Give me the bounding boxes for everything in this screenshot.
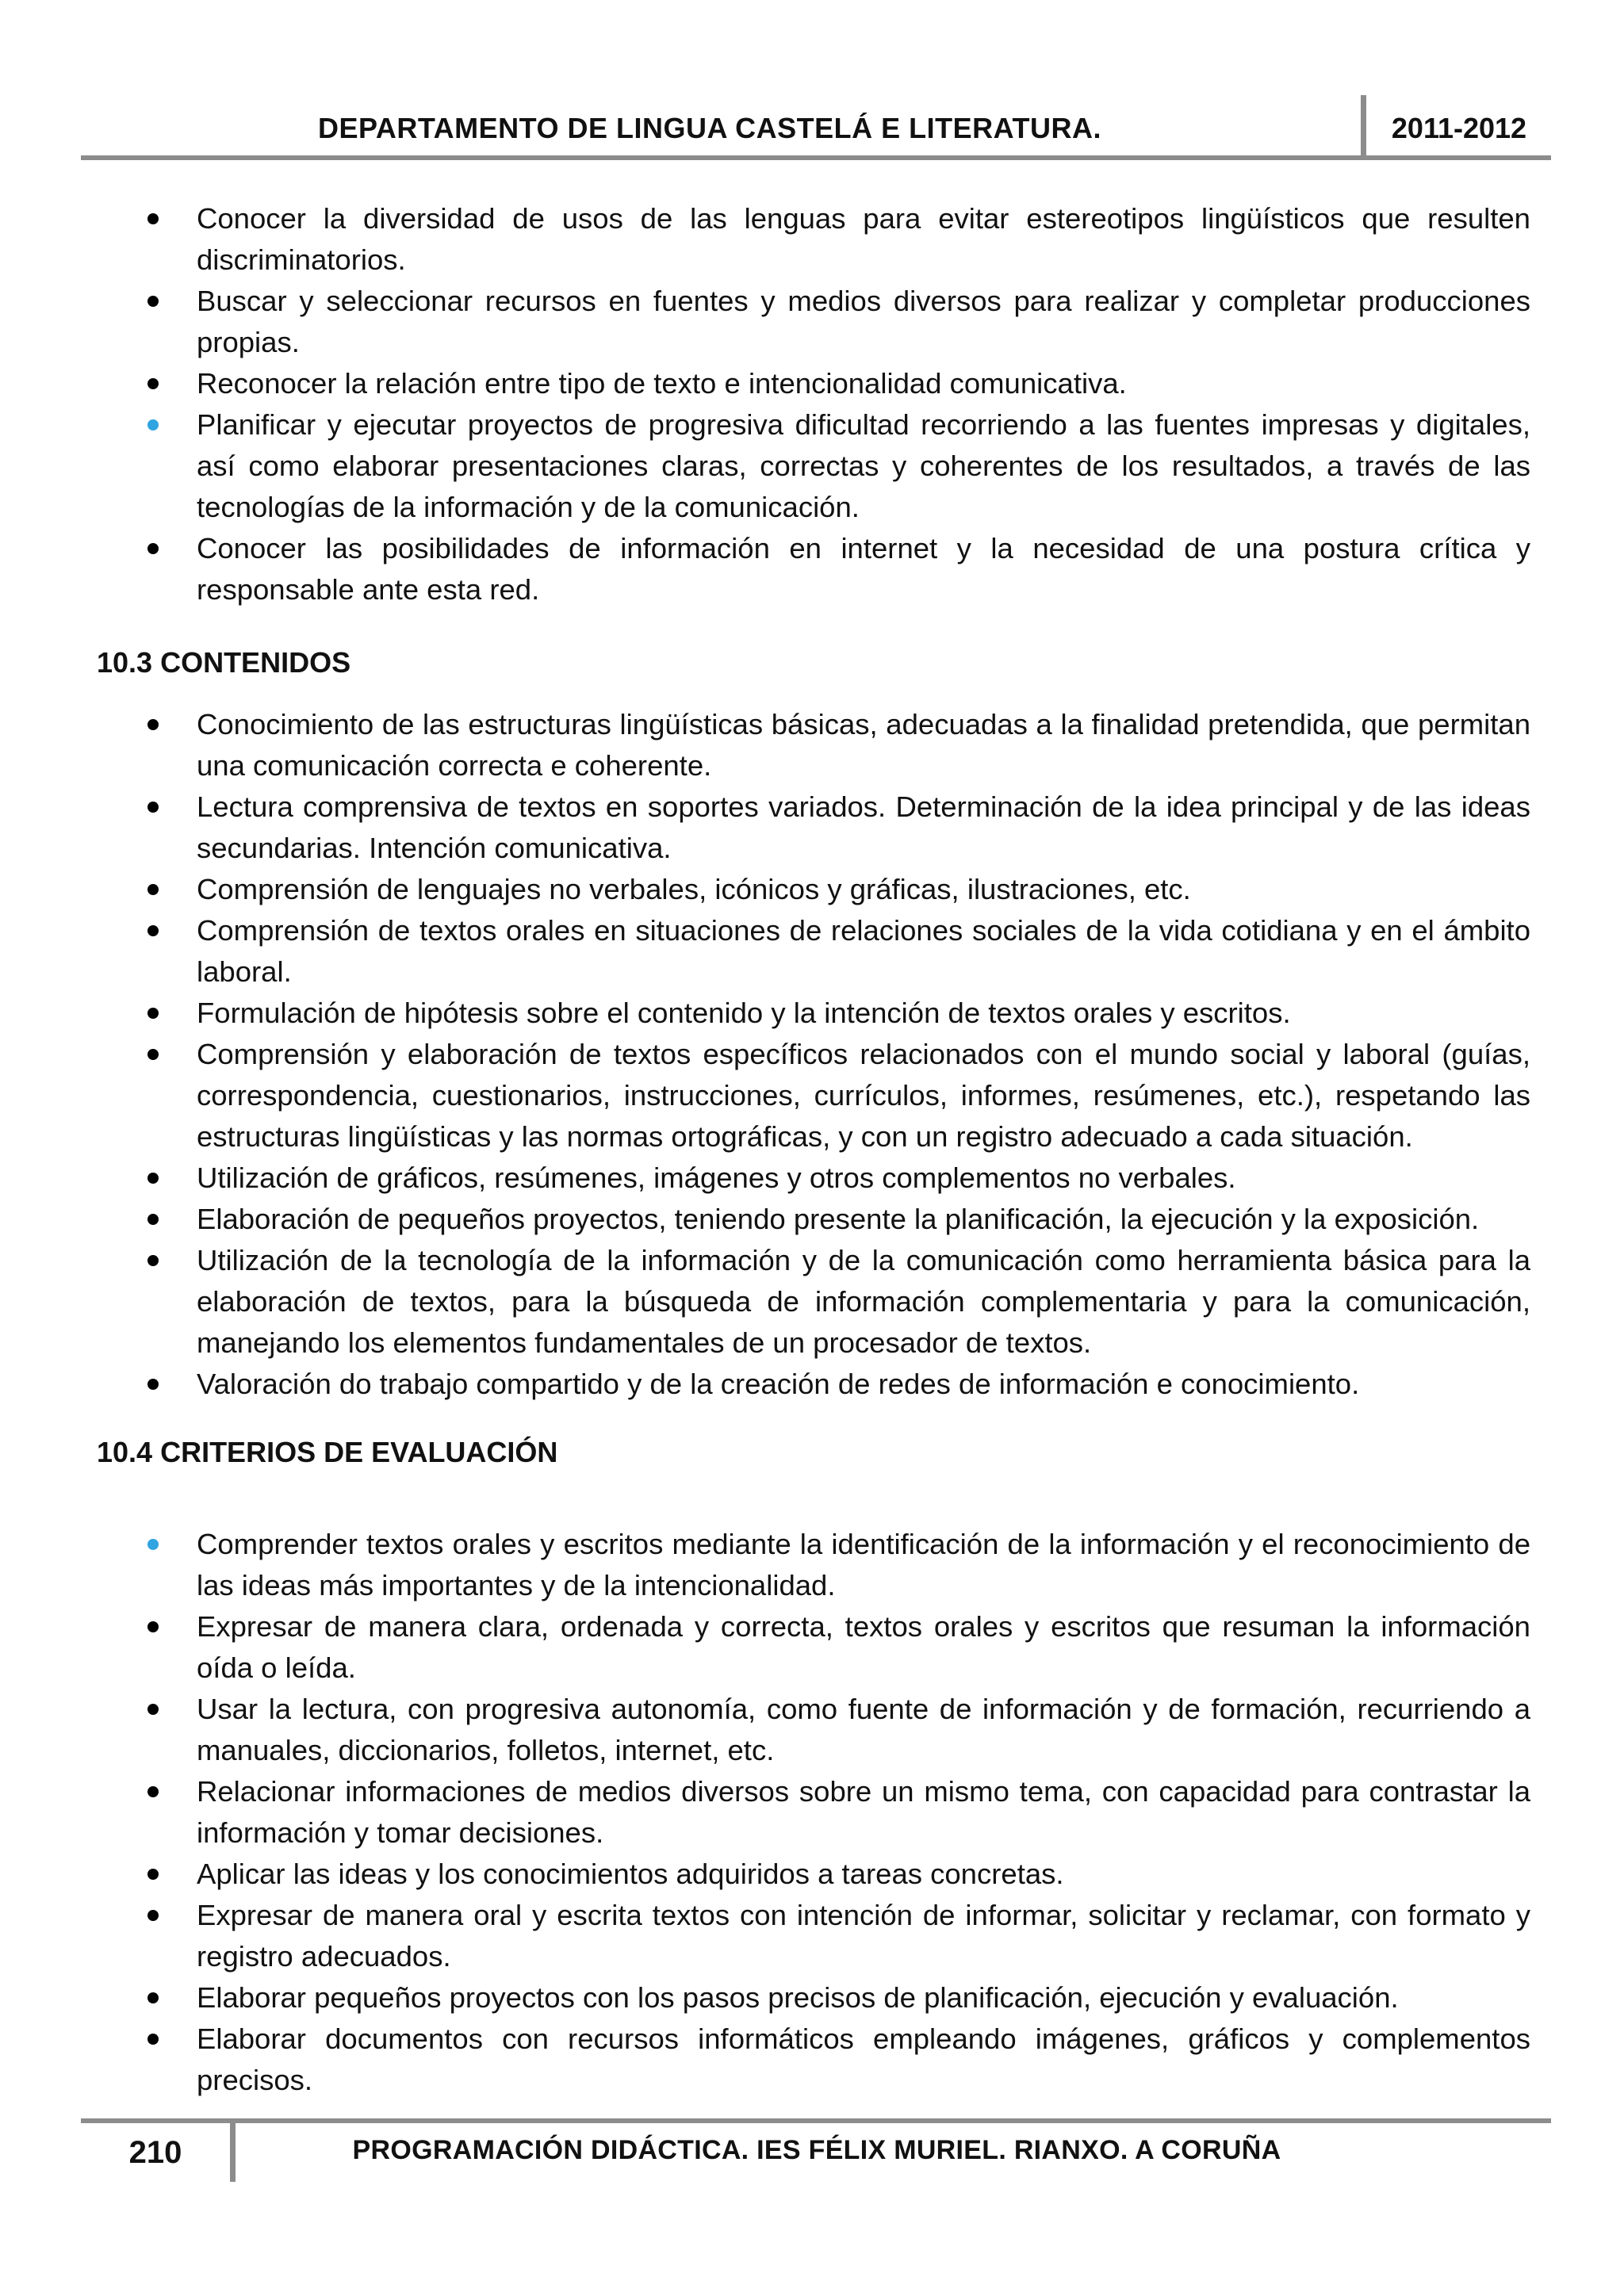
list-item	[97, 910, 1530, 993]
bullet-icon	[147, 1255, 159, 1266]
bullet-icon	[147, 884, 159, 895]
list-item-text: Conocer la diversidad de usos de las lenguas para evitar estereotipos lingüísticos que resulten discriminatorios.	[197, 202, 1530, 276]
bullet-icon	[147, 213, 159, 224]
header-title: DEPARTAMENTO DE LINGUA CASTELÁ E LITERATURA.	[318, 112, 1101, 144]
list-item-text: Comprensión y elaboración de textos específicos relacionados con el mundo social y laboral (guías, correspondencia, cuestionarios, instrucciones, currículos, informes, resúmenes, etc.), respetando las estructuras lingüísticas y las normas ortográficas, y con un registro adecuado a cada situación.	[197, 1038, 1530, 1153]
list-item	[97, 1895, 1530, 1977]
list-item	[97, 1364, 1530, 1405]
bullet-icon	[147, 1049, 159, 1060]
bullet-icon	[147, 296, 159, 307]
bullet-icon	[147, 1173, 159, 1184]
bullet-icon	[147, 1910, 159, 1921]
list-item	[97, 1199, 1530, 1240]
list-item	[97, 1771, 1530, 1854]
section-heading-contenidos: 10.3 CONTENIDOS	[97, 646, 351, 679]
list-item	[97, 198, 1530, 281]
list-item	[97, 363, 1530, 404]
list-item	[97, 1240, 1530, 1364]
bullet-icon	[147, 543, 159, 554]
list-item-text: Elaborar pequeños proyectos con los pasos precisos de planificación, ejecución y evaluación.	[197, 1981, 1399, 2014]
section-heading-criterios: 10.4 CRITERIOS DE EVALUACIÓN	[97, 1436, 558, 1468]
list-item-text: Comprender textos orales y escritos mediante la identificación de la información y el reconocimiento de las ideas más importantes y de la intencionalidad.	[197, 1528, 1530, 1601]
list-item	[97, 528, 1530, 610]
list-item	[97, 1977, 1530, 2019]
bullet-icon	[147, 925, 159, 936]
list-item	[97, 1606, 1530, 1689]
bullet-icon	[147, 1869, 159, 1880]
list-item	[97, 704, 1530, 786]
list-item-text: Conocimiento de las estructuras lingüísticas básicas, adecuadas a la finalidad pretendida, que permitan una comunicación correcta e coherente.	[197, 708, 1530, 782]
list-item-text: Reconocer la relación entre tipo de texto e intencionalidad comunicativa.	[197, 367, 1127, 400]
bullet-icon	[147, 1704, 159, 1715]
bullet-icon	[147, 419, 159, 430]
bullet-icon	[147, 2034, 159, 2045]
list-item	[97, 993, 1530, 1034]
bullet-icon	[147, 1008, 159, 1019]
bullet-icon	[147, 1992, 159, 2003]
list-item-text: Usar la lectura, con progresiva autonomía, como fuente de información y de formación, recurriendo a manuales, diccionarios, folletos, internet, etc.	[197, 1693, 1530, 1766]
list-item-text: Expresar de manera clara, ordenada y correcta, textos orales y escritos que resuman la información oída o leída.	[197, 1610, 1530, 1684]
list-item	[97, 281, 1530, 363]
list-item-text: Comprensión de textos orales en situaciones de relaciones sociales de la vida cotidiana y en el ámbito laboral.	[197, 914, 1530, 988]
list-item	[97, 1034, 1530, 1158]
list-item-text: Conocer las posibilidades de información en internet y la necesidad de una postura crítica y responsable ante esta red.	[197, 532, 1530, 606]
bullet-icon	[147, 1539, 159, 1550]
bullet-icon	[147, 1379, 159, 1390]
footer-divider	[230, 2118, 236, 2182]
list-item	[97, 1524, 1530, 1606]
list-item	[97, 786, 1530, 869]
list-item	[97, 404, 1530, 528]
header-year: 2011-2012	[1391, 112, 1527, 144]
list-item-text: Elaboración de pequeños proyectos, teniendo presente la planificación, la ejecución y la exposición.	[197, 1203, 1480, 1235]
list-item-text: Utilización de la tecnología de la información y de la comunicación como herramienta básica para la elaboración de textos, para la búsqueda de información complementaria y para la comunicación, manejando los elementos fundamentales de un procesador de textos.	[197, 1244, 1530, 1359]
footer-rule	[81, 2118, 1551, 2123]
objectives-list	[97, 198, 1530, 610]
list-item-text: Valoración do trabajo compartido y de la creación de redes de información e conocimiento.	[197, 1368, 1360, 1400]
list-item-text: Formulación de hipótesis sobre el contenido y la intención de textos orales y escritos.	[197, 997, 1291, 1029]
bullet-icon	[147, 802, 159, 813]
list-item-text: Buscar y seleccionar recursos en fuentes y medios diversos para realizar y completar producciones propias.	[197, 285, 1530, 358]
footer-title: PROGRAMACIÓN DIDÁCTICA. IES FÉLIX MURIEL. RIANXO. A CORUÑA	[352, 2135, 1281, 2165]
list-item-text: Lectura comprensiva de textos en soportes variados. Determinación de la idea principal y de las ideas secundarias. Intención comunicativa.	[197, 790, 1530, 864]
bullet-icon	[147, 1214, 159, 1225]
list-item-text: Aplicar las ideas y los conocimientos adquiridos a tareas concretas.	[197, 1858, 1064, 1890]
list-item-text: Utilización de gráficos, resúmenes, imágenes y otros complementos no verbales.	[197, 1161, 1236, 1194]
page-content	[97, 198, 1530, 2101]
page-number: 210	[128, 2135, 182, 2170]
bullet-icon	[147, 378, 159, 389]
contenidos-list	[97, 704, 1530, 1405]
list-item	[97, 1854, 1530, 1895]
list-item-text: Comprensión de lenguajes no verbales, icónicos y gráficas, ilustraciones, etc.	[197, 873, 1191, 905]
list-item-text: Planificar y ejecutar proyectos de progresiva dificultad recorriendo a las fuentes impresas y digitales, así como elaborar presentaciones claras, correctas y coherentes de los resultados, a través de las tecnologías de la información y de la comunicación.	[197, 408, 1530, 523]
list-item-text: Elaborar documentos con recursos informáticos empleando imágenes, gráficos y complementos precisos.	[197, 2022, 1530, 2096]
bullet-icon	[147, 719, 159, 730]
list-item	[97, 1689, 1530, 1771]
list-item-text: Relacionar informaciones de medios diversos sobre un mismo tema, con capacidad para contrastar la información y tomar decisiones.	[197, 1775, 1530, 1849]
bullet-icon	[147, 1786, 159, 1797]
criterios-list	[97, 1524, 1530, 2101]
list-item	[97, 2019, 1530, 2101]
list-item	[97, 869, 1530, 910]
header-rule	[81, 155, 1551, 160]
list-item	[97, 1158, 1530, 1199]
list-item-text: Expresar de manera oral y escrita textos con intención de informar, solicitar y reclamar, con formato y registro adecuados.	[197, 1899, 1530, 1973]
bullet-icon	[147, 1621, 159, 1632]
